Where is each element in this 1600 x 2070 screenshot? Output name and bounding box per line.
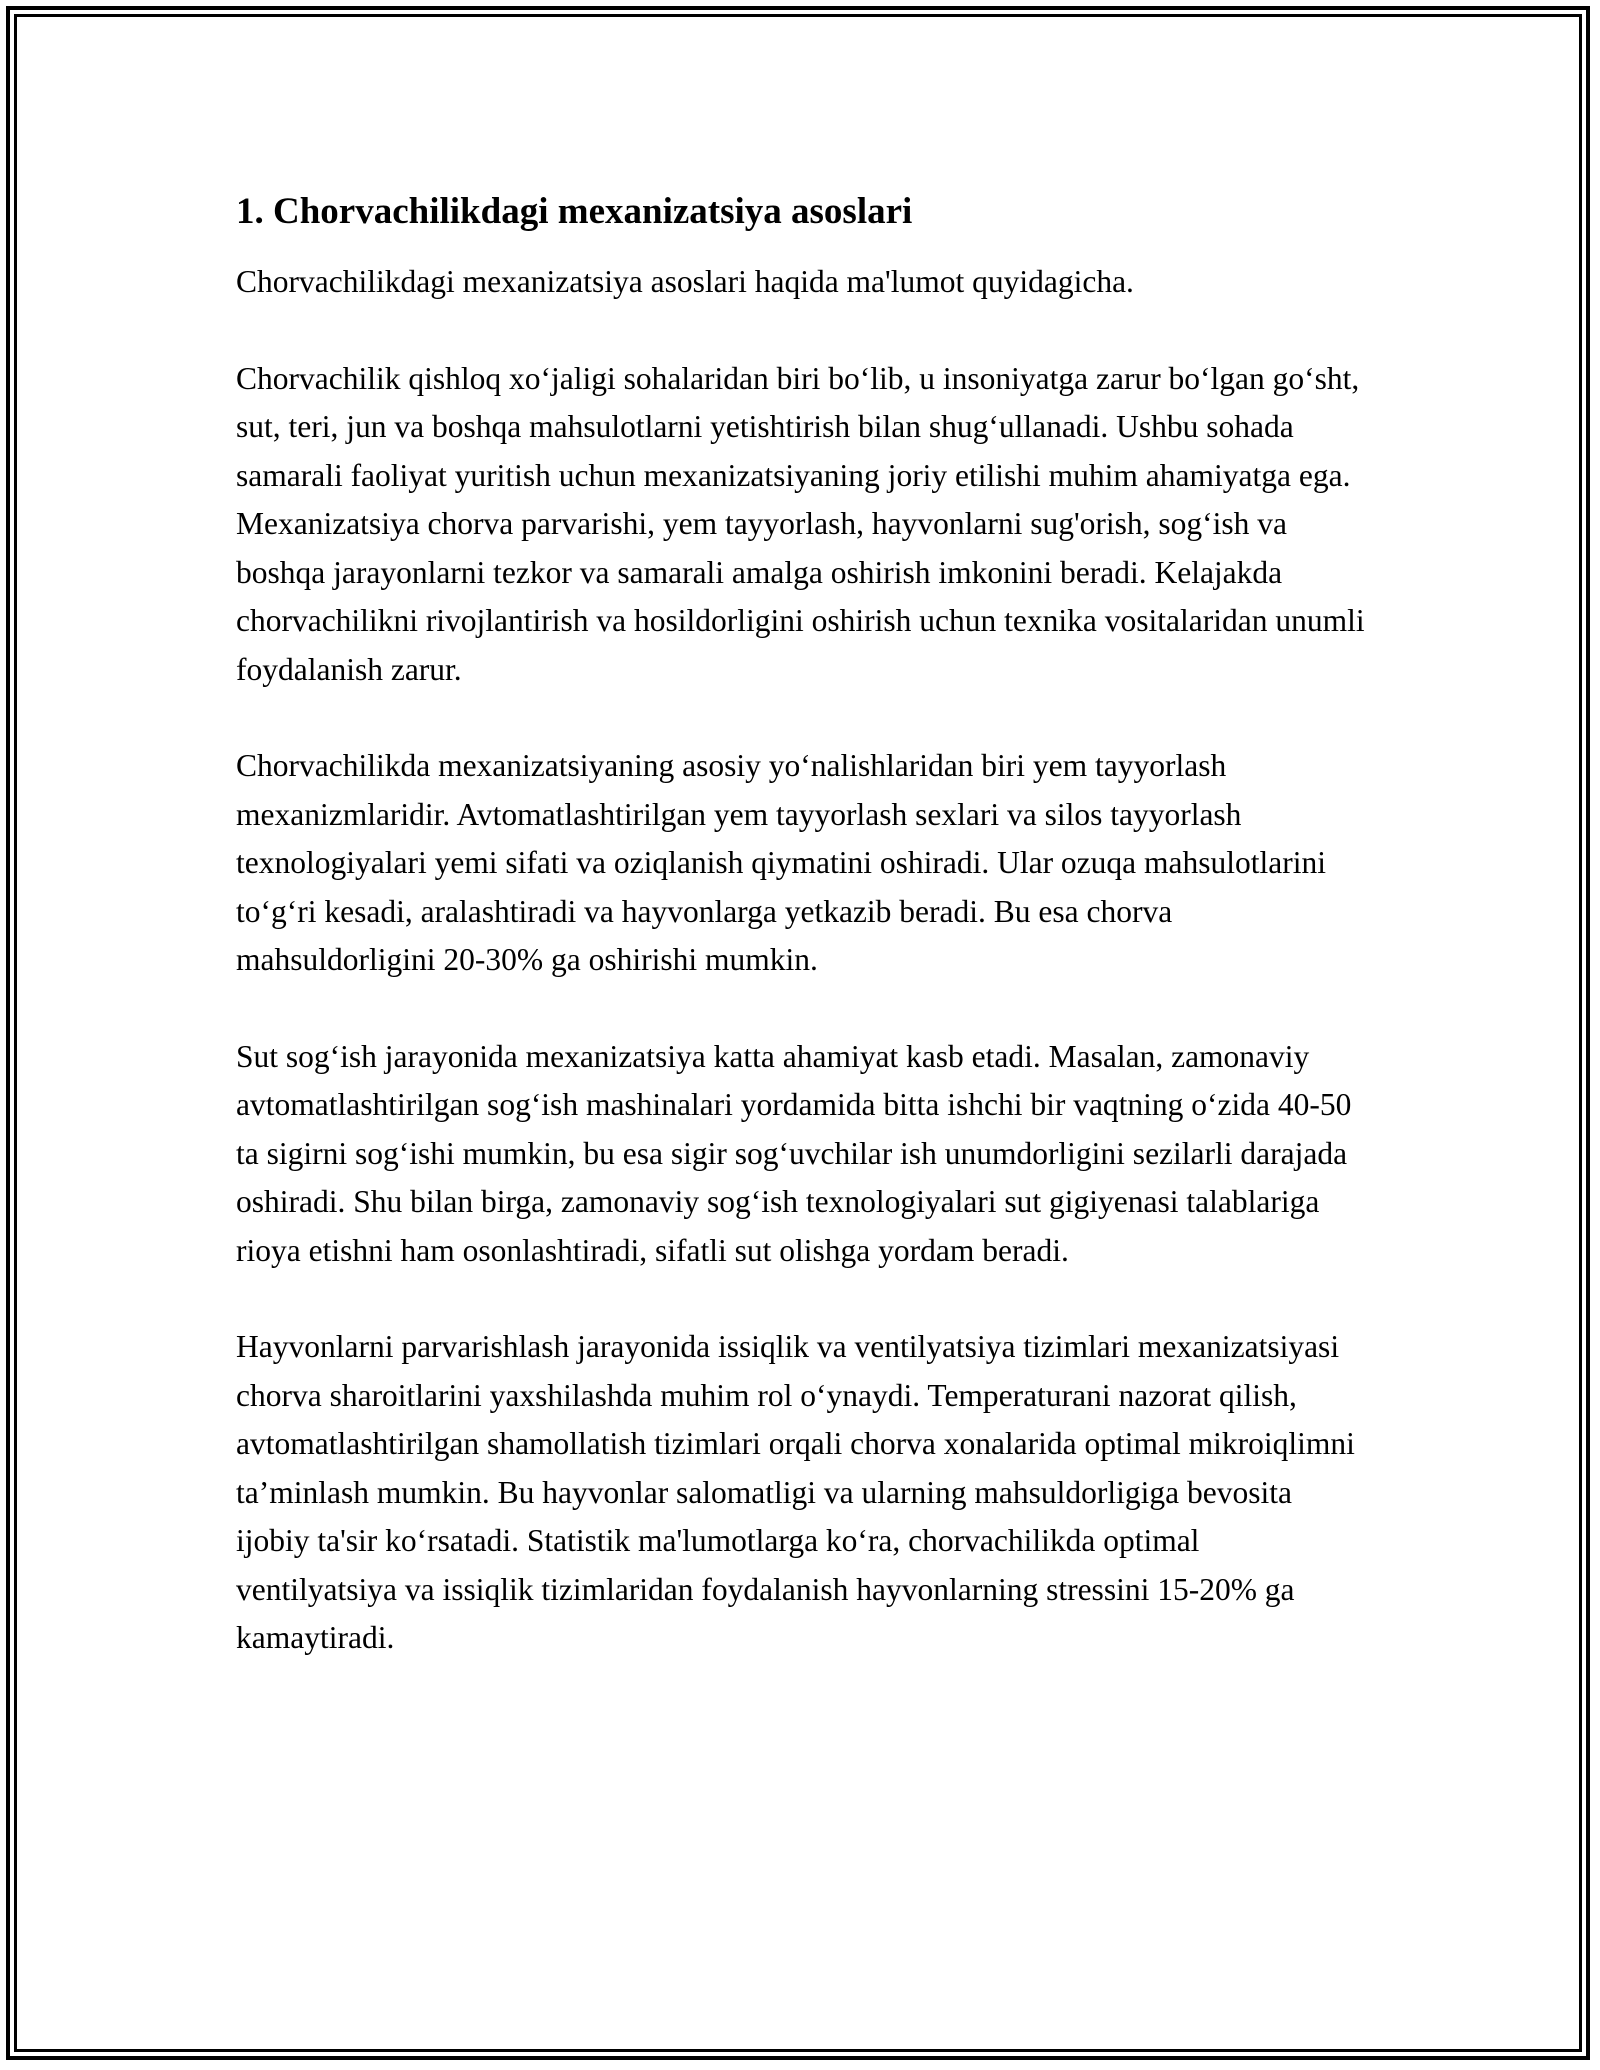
- paragraph-4: Hayvonlarni parvarishlash jarayonida issiqlik va ventilyatsiya tizimlari mexanizatsiyasi chorva sharoitlarini yaxshilashda muhim rol o‘ynaydi. Temperaturani nazorat qilish, avtomatlashtirilgan shamollatish tizimlari orqali chorva xonalarida optimal mikroiqlimni ta’minlash mumkin. Bu hayvonlar salomatligi va ularning mahsuldorligiga bevosita ijobiy ta'sir ko‘rsatadi. Statistik ma'lumotlarga ko‘ra, chorvachilikda optimal ventilyatsiya va issiqlik tizimlaridan foydalanish hayvonlarning stressini 15-20% ga kamaytiradi.: [236, 1329, 1355, 1655]
- paragraph-2: Chorvachilikda mexanizatsiyaning asosiy yo‘nalishlaridan biri yem tayyorlash mexanizmlaridir. Avtomatlashtirilgan yem tayyorlash sexlari va silos tayyorlash texnologiyalari yemi sifati va oziqlanish qiymatini oshiradi. Ular ozuqa mahsulotlarini to‘g‘ri kesadi, aralashtiradi va hayvonlarga yetkazib beradi. Bu esa chorva mahsuldorligini 20-30% ga oshirishi mumkin.: [236, 748, 1326, 977]
- document-body: [236, 188, 1366, 1663]
- paragraph-1: Chorvachilik qishloq xo‘jaligi sohalaridan biri bo‘lib, u insoniyatga zarur bo‘lgan go‘sht, sut, teri, jun va boshqa mahsulotlarni yetishtirish bilan shug‘ullanadi. Ushbu sohada samarali faoliyat yuritish uchun mexanizatsiyaning joriy etilishi muhim ahamiyatga ega. Mexanizatsiya chorva parvarishi, yem tayyorlash, hayvonlarni sug'orish, sog‘ish va boshqa jarayonlarni tezkor va samarali amalga oshirish imkonini beradi. Kelajakda chorvachilikni rivojlantirish va hosildorligini oshirish uchun texnika vositalaridan unumli foydalanish zarur.: [236, 360, 1365, 687]
- page-title: 1. Chorvachilikdagi mexanizatsiya asoslari: [236, 191, 913, 232]
- paragraph-3: Sut sog‘ish jarayonida mexanizatsiya katta ahamiyat kasb etadi. Masalan, zamonaviy avtomatlashtirilgan sog‘ish mashinalari yordamida bitta ishchi bir vaqtning o‘zida 40-50 ta sigirni sog‘ishi mumkin, bu esa sigir sog‘uvchilar ish unumdorligini sezilarli darajada oshiradi. Shu bilan birga, zamonaviy sog‘ish texnologiyalari sut gigiyenasi talablariga rioya etishni ham osonlashtiradi, sifatli sut olishga yordam beradi.: [236, 1038, 1352, 1268]
- intro-paragraph: Chorvachilikdagi mexanizatsiya asoslari haqida ma'lumot quyidagicha.: [236, 264, 1134, 299]
